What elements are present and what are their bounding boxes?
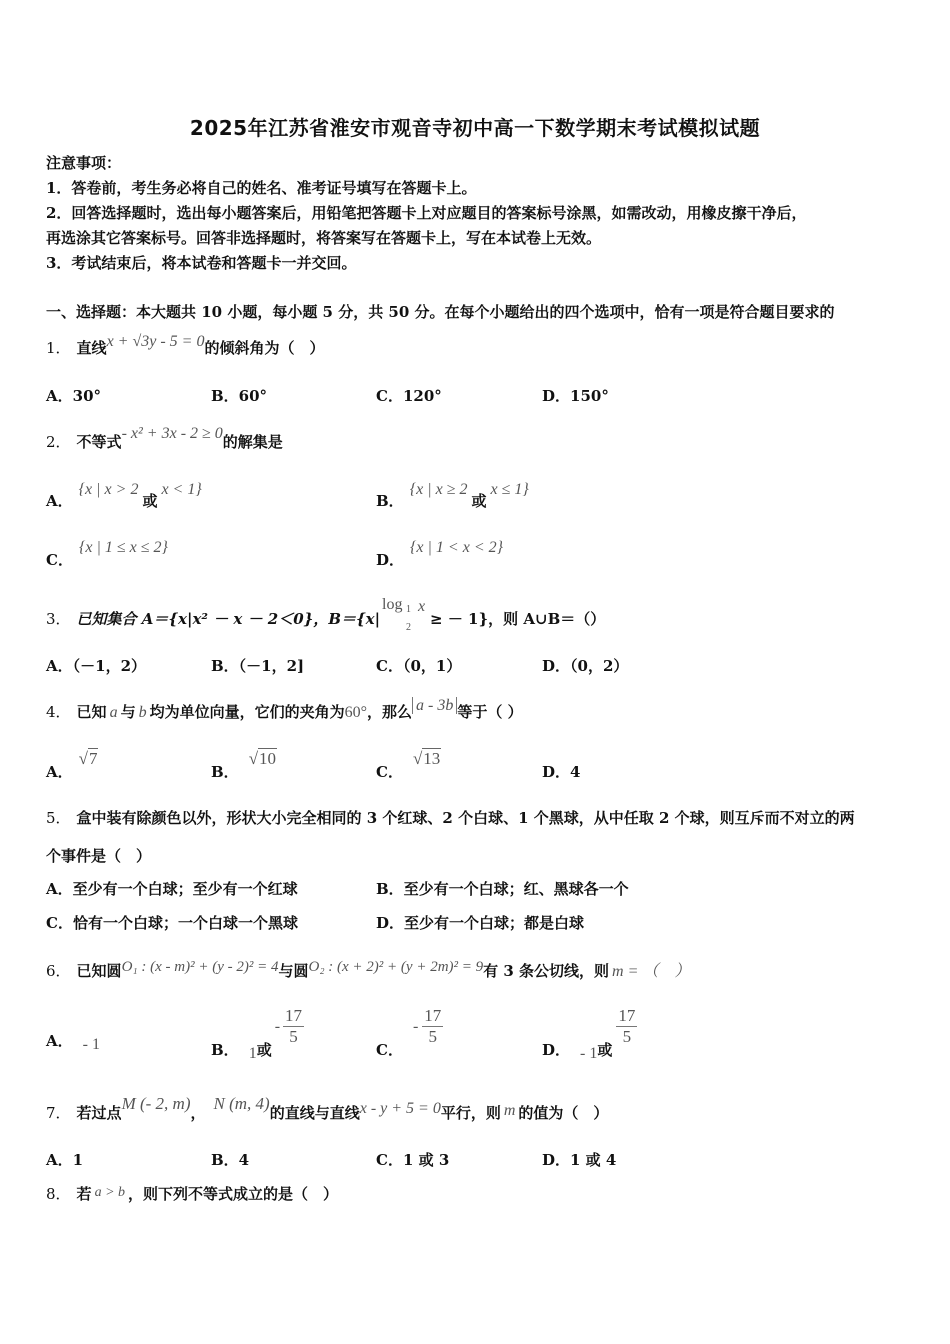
option-a: A．30° [46, 387, 102, 405]
question-6: 6． 已知圆O₁ : (x - m)² + (y - 2)² = 4与圆O₂ : (x + 2)² + (y + 2m)² = 9有 3 条公切线，则 m = （ ） [46, 959, 691, 980]
option-c: C．120° [376, 387, 442, 405]
point-n: N (m, 4) [213, 1094, 270, 1113]
option-b: B．{x | x ≥ 2或x ≤ 1} [376, 481, 529, 510]
section-heading: 一、选择题：本大题共 10 小题，每小题 5 分，共 50 分。在每个小题给出的四个选项中，恰有一项是符合题目要求的 [46, 303, 835, 321]
option-d: D．150° [542, 387, 609, 405]
math-expression: - x² + 3x - 2 ≥ 0 [121, 425, 223, 442]
question-7: 7． 若过点M (- 2, m)， N (m, 4)的直线与直线x - y + 5 = 0平行，则 m 的值为（ ） [46, 1094, 609, 1122]
point-m: M (- 2, m) [121, 1094, 191, 1113]
question-number: 2． [46, 433, 71, 451]
option-d: D．{x | 1 < x < 2} [376, 539, 504, 569]
option-c: C．{x | 1 ≤ x ≤ 2} [46, 539, 168, 569]
option-d: D．1 或 4 [542, 1151, 617, 1169]
option-d: D． - 1或 $\frac{17}{5}$ [542, 1006, 636, 1062]
notes-heading: 注意事项： [46, 154, 122, 172]
option-d: D．（0，2） [542, 657, 629, 675]
log-expression: log 1 2 x [382, 596, 426, 633]
option-d: D．4 [542, 763, 581, 781]
circle-2-equation: O₂ : (x + 2)² + (y + 2m)² = 9 [308, 959, 484, 975]
option-c: C．（0，1） [376, 657, 462, 675]
question-1: 1． 直线x + √3y - 5 = 0的倾斜角为（ ） [46, 333, 325, 357]
question-number: 3． [46, 610, 71, 628]
option-b: B．60° [211, 387, 268, 405]
option-a: A． - 1 [46, 1032, 100, 1053]
option-c: C．√13 [376, 749, 441, 781]
question-3: 3． 已知集合 A＝{x|x² － x － 2＜0}，B＝{x| log 1 2 x ≥ － 1}，则 A∪B＝（） [46, 596, 606, 633]
option-a: A．√7 [46, 749, 98, 781]
note-item: 1．答卷前，考生务必将自己的姓名、准考证号填写在答题卡上。 [46, 179, 477, 197]
option-b: B． 1或- $\frac{17}{5}$ [211, 1006, 303, 1062]
question-number: 7． [46, 1104, 71, 1122]
option-a: A．（－1，2） [46, 657, 147, 675]
note-item: 3．考试结束后，将本试卷和答题卡一并交回。 [46, 254, 357, 272]
question-2: 2． 不等式- x² + 3x - 2 ≥ 0的解集是 [46, 425, 283, 451]
question-number: 4． [46, 703, 71, 721]
option-b: B．4 [211, 1151, 250, 1169]
line-equation: x - y + 5 = 0 [359, 1100, 441, 1117]
abs-expression: a - 3b [412, 697, 457, 714]
option-d: D．至少有一个白球；都是白球 [376, 914, 585, 932]
option-a: A．至少有一个白球；至少有一个红球 [46, 880, 298, 898]
question-number: 1． [46, 339, 71, 357]
option-b: B．（－1，2] [211, 657, 305, 675]
question-8: 8． 若 a > b ，则下列不等式成立的是（ ） [46, 1185, 339, 1203]
page-title: 2025年江苏省淮安市观音寺初中高一下数学期末考试模拟试题 [189, 116, 761, 140]
option-c: C．1 或 3 [376, 1151, 450, 1169]
question-number: 6． [46, 962, 71, 980]
circle-1-equation: O₁ : (x - m)² + (y - 2)² = 4 [121, 959, 279, 975]
option-c: C．恰有一个白球；一个白球一个黑球 [46, 914, 298, 932]
question-5: 5． 盒中装有除颜色以外，形状大小完全相同的 3 个红球、2 个白球、1 个黑球，从中任取 2 个球，则互斥而不对立的两 [46, 809, 855, 827]
question-number: 8． [46, 1185, 71, 1203]
option-c: C．- $\frac{17}{5}$ [376, 1006, 442, 1059]
math-expression: x + √3y - 5 = 0 [106, 333, 205, 350]
option-a: A．{x | x > 2或x < 1} [46, 481, 202, 510]
question-5-line-2: 个事件是（ ） [46, 847, 152, 865]
option-a: A．1 [46, 1151, 84, 1169]
question-number: 5． [46, 809, 71, 827]
option-b: B．√10 [211, 749, 277, 781]
note-item: 再选涂其它答案标号。回答非选择题时，将答案写在答题卡上，写在本试卷上无效。 [46, 229, 602, 247]
option-b: B．至少有一个白球；红、黑球各一个 [376, 880, 629, 898]
note-item: 2．回答选择题时，选出每小题答案后，用铅笔把答题卡上对应题目的答案标号涂黑，如需改动，用橡皮擦干净后， [46, 204, 807, 222]
question-4: 4． 已知 a 与 b 均为单位向量，它们的夹角为60°，那么 a - 3b 等于（ ） [46, 697, 523, 721]
